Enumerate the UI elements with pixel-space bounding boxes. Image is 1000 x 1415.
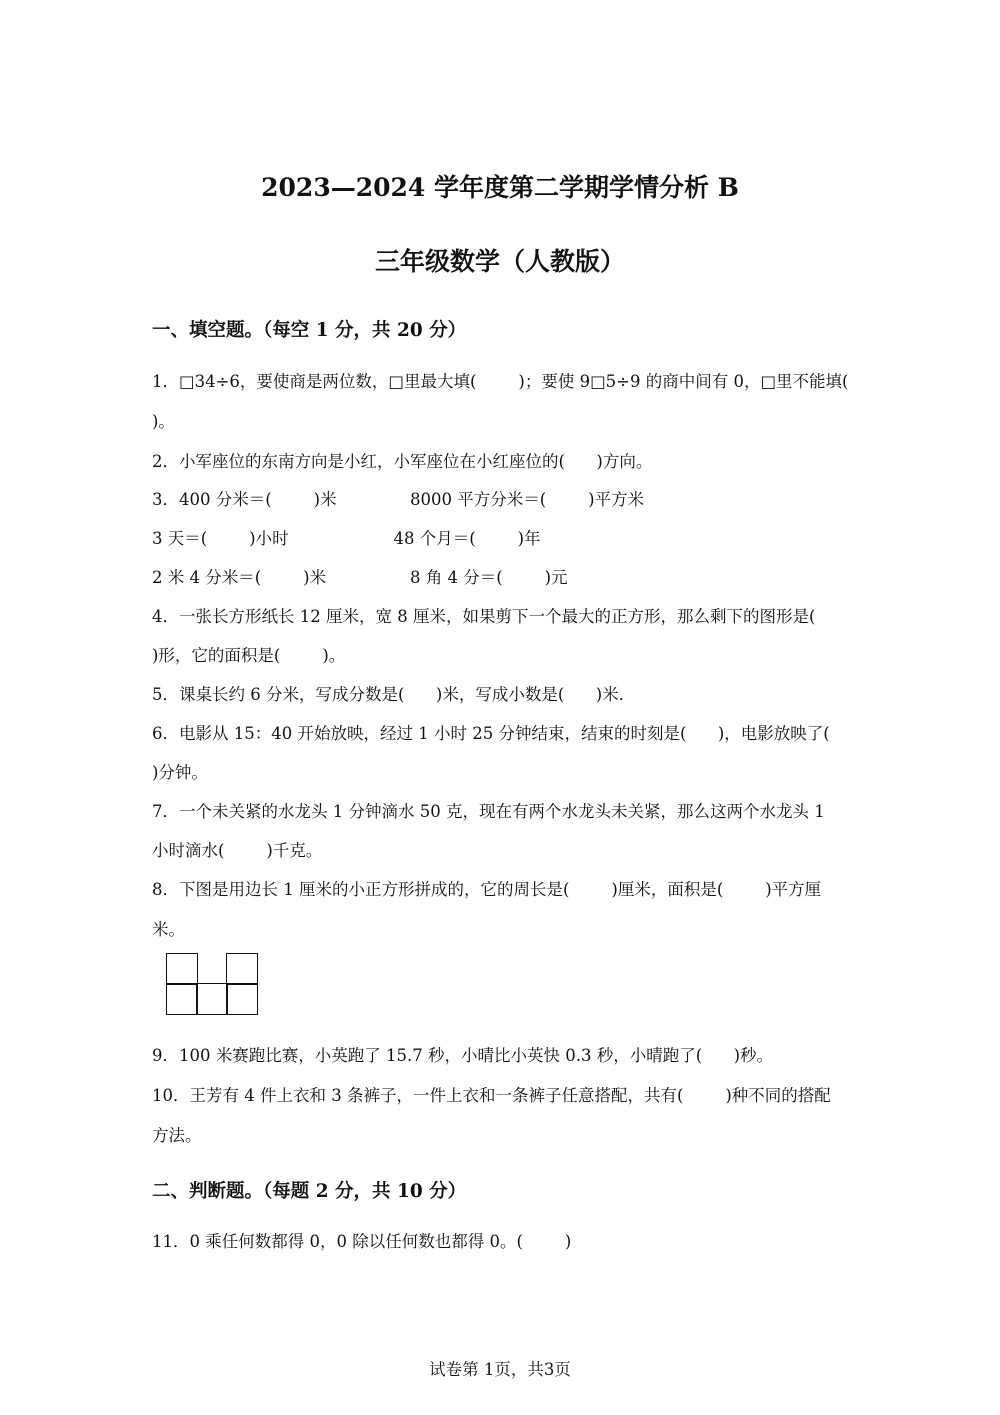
question-line: 4．一张长方形纸长 12 厘米，宽 8 厘米，如果剪下一个最大的正方形，那么剩下的图形是( — [152, 607, 816, 626]
page-footer: 试卷第 1页，共3页 — [429, 1360, 571, 1379]
question-line: 小时滴水( )千克。 — [152, 841, 323, 860]
question-line: 2．小军座位的东南方向是小红，小军座位在小红座位的( )方向。 — [152, 452, 653, 471]
question-line: )形，它的面积是( )。 — [152, 646, 346, 665]
section-heading-true-false: 二、判断题。（每题 2 分，共 10 分） — [152, 1181, 467, 1202]
question-line: 3 天＝( )小时 48 个月＝( )年 — [152, 529, 541, 548]
question-line: 1．□34÷6，要使商是两位数，□里最大填( )；要使 9□5÷9 的商中间有 0，□里不能填( — [152, 372, 849, 391]
section-heading-fill-blank: 一、填空题。（每空 1 分，共 20 分） — [152, 320, 467, 341]
square-cell — [226, 983, 258, 1015]
square-cell — [166, 953, 198, 985]
question-line: 8．下图是用边长 1 厘米的小正方形拼成的，它的周长是( )厘米，面积是( )平方厘 — [152, 880, 822, 899]
question-line: 5．课桌长约 6 分米，写成分数是( )米，写成小数是( )米． — [152, 685, 636, 704]
question-line: 米。 — [152, 920, 185, 939]
question-line: 10．王芳有 4 件上衣和 3 条裤子，一件上衣和一条裤子任意搭配，共有( )种不同的搭配 — [152, 1086, 831, 1105]
question-line: 11．0 乘任何数都得 0，0 除以任何数也都得 0。( ) — [152, 1232, 572, 1251]
square-cell — [166, 983, 198, 1015]
question-line: 2 米 4 分米＝( )米 8 角 4 分＝( )元 — [152, 568, 568, 587]
question-line: 方法。 — [152, 1126, 202, 1145]
question-line: 9．100 米赛跑比赛，小英跑了 15.7 秒，小晴比小英快 0.3 秒，小晴跑了( )秒。 — [152, 1046, 774, 1065]
page-title: 2023—2024 学年度第二学期学情分析 B — [261, 173, 739, 202]
question-line: )分钟。 — [152, 763, 208, 782]
question-line: 6．电影从 15：40 开始放映，经过 1 小时 25 分钟结束，结束的时刻是( )，电影放映了( — [152, 724, 830, 743]
question-line: )。 — [152, 412, 175, 431]
page-subtitle: 三年级数学（人教版） — [374, 247, 625, 276]
square-cell — [196, 983, 228, 1015]
question-line: 3．400 分米＝( )米 8000 平方分米＝( )平方米 — [152, 490, 645, 509]
question-line: 7．一个未关紧的水龙头 1 分钟滴水 50 克，现在有两个水龙头未关紧，那么这两个水龙头 1 — [152, 802, 825, 821]
square-cell — [226, 953, 258, 985]
